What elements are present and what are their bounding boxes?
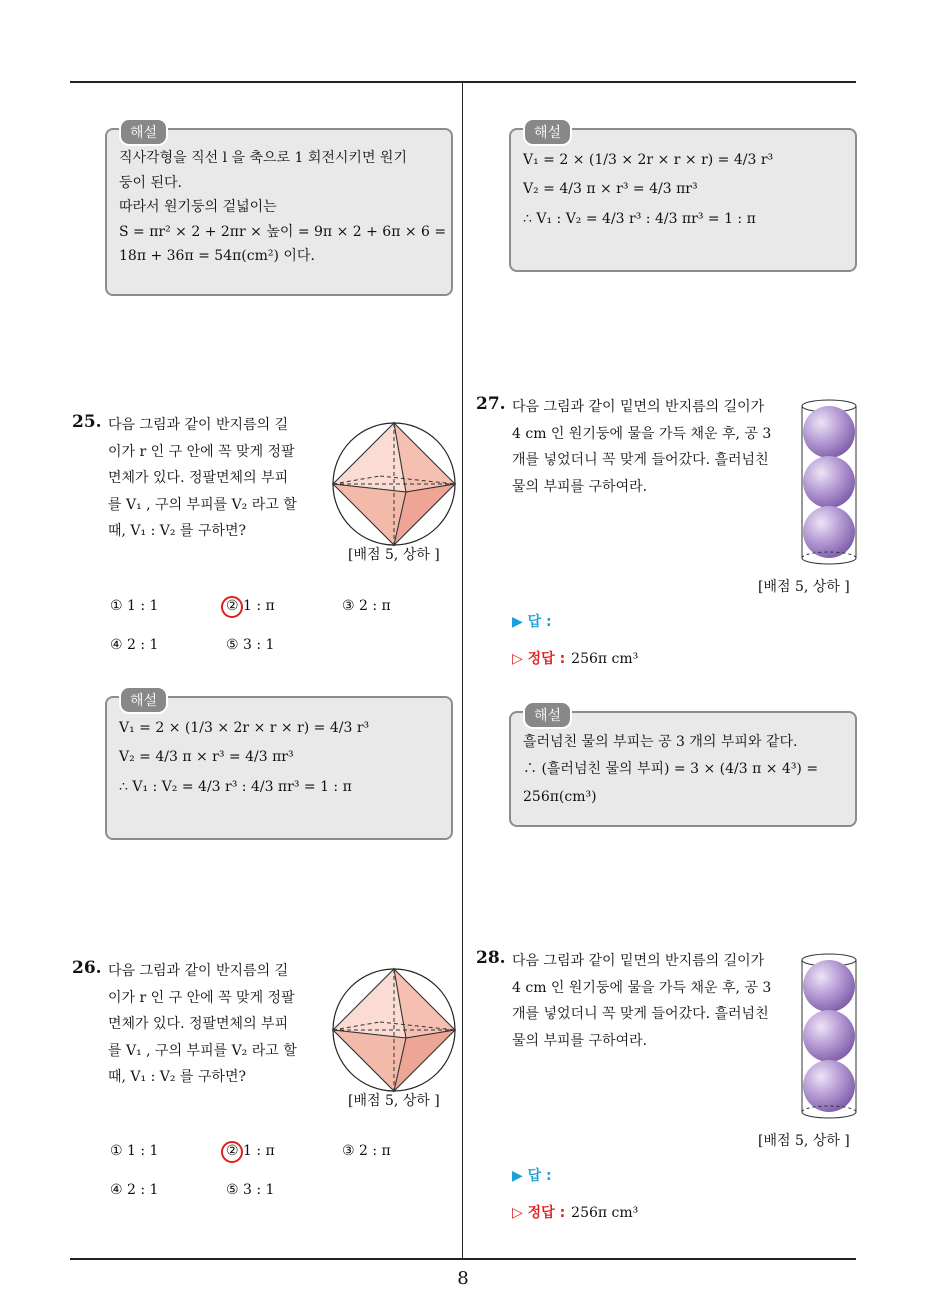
question-28	[476, 948, 786, 1058]
solution-line: S = πr² × 2 + 2πr × 높이 = 9π × 2 + 6π × 6 =	[119, 223, 447, 240]
score-label: [배점 5, 상하 ]	[758, 1133, 850, 1149]
solution-line: 흘러넘친 물의 부피는 공 3 개의 부피와 같다.	[523, 734, 798, 750]
answer-input-row[interactable]	[512, 1165, 552, 1185]
question-text-line: 면체가 있다. 정팔면체의 부피	[108, 470, 289, 487]
solution-line: ∴ V₁ : V₂ = 4/3 r³ : 4/3 πr³ = 1 : π	[119, 778, 352, 795]
question-text-line: 이가 r 인 구 안에 꼭 맞게 정팔	[108, 989, 295, 1006]
answer-label: ▶ 답 :	[512, 614, 552, 630]
choice-5[interactable]: ⑤ 3 : 1	[226, 637, 275, 653]
question-number: 25.	[72, 412, 102, 432]
solution-box-26	[509, 125, 857, 272]
question-text	[512, 948, 771, 1054]
solution-line: 18π + 36π = 54π(cm²) 이다.	[119, 248, 315, 264]
solution-body	[511, 713, 855, 821]
question-text-line: 면체가 있다. 정팔면체의 부피	[108, 1016, 289, 1033]
solution-line: ∴ (흘러넘친 물의 부피) = 3 × (4/3 π × 4³) =	[523, 761, 819, 778]
correct-answer-label: ▷ 정답 :	[512, 651, 566, 667]
question-text-line: 를 V₁ , 구의 부피를 V₂ 라고 할	[108, 1042, 297, 1059]
question-text-line: 이가 r 인 구 안에 꼭 맞게 정팔	[108, 443, 295, 460]
octahedron-in-sphere-figure	[330, 966, 458, 1094]
column-divider	[462, 83, 463, 1258]
answer-input-row[interactable]	[512, 611, 552, 631]
correct-answer-value: 256π cm³	[571, 651, 639, 667]
solution-line: V₁ = 2 × (1/3 × 2r × r × r) = 4/3 r³	[523, 152, 774, 168]
correct-answer-row	[512, 1202, 638, 1222]
score-label: [배점 5, 상하 ]	[348, 1093, 440, 1109]
choice-2[interactable]: ② 1 : π	[226, 1143, 275, 1159]
question-text-line: 개를 넣었더니 꼭 맞게 들어갔다. 흘러넘친	[512, 1006, 769, 1023]
solution-line: V₁ = 2 × (1/3 × 2r × r × r) = 4/3 r³	[119, 720, 370, 736]
choice-5[interactable]: ⑤ 3 : 1	[226, 1182, 275, 1198]
question-text-line: 다음 그림과 같이 밑면의 반지름의 길이가	[512, 399, 765, 415]
question-27	[476, 394, 786, 504]
solution-line: 따라서 원기둥의 겉넓이는	[119, 199, 277, 215]
solution-line: 둥이 된다.	[119, 174, 182, 191]
solution-tag: 해설	[523, 701, 572, 729]
solution-body	[107, 698, 451, 812]
correct-answer-label: ▷ 정답 :	[512, 1205, 566, 1221]
question-text-line: 물의 부피를 구하여라.	[512, 478, 648, 495]
choice-2[interactable]: ② 1 : π	[226, 598, 275, 614]
question-number: 26.	[72, 958, 102, 978]
question-number: 27.	[476, 394, 506, 414]
question-text-line: 다음 그림과 같이 반지름의 길	[108, 417, 289, 433]
cylinder-with-balls-figure	[796, 950, 862, 1126]
score-label: [배점 5, 상하 ]	[758, 579, 850, 595]
question-text-line: 4 cm 인 원기둥에 물을 가득 채운 후, 공 3	[512, 979, 772, 996]
question-text-line: 때, V₁ : V₂ 를 구하면?	[108, 1069, 246, 1086]
solution-line: V₂ = 4/3 π × r³ = 4/3 πr³	[523, 181, 698, 198]
bottom-rule	[70, 1258, 856, 1260]
octahedron-in-sphere-figure	[330, 420, 458, 548]
solution-line: 직사각형을 직선 l 을 축으로 1 회전시키면 원기	[119, 150, 407, 166]
choice-1[interactable]: ① 1 : 1	[110, 598, 159, 614]
solution-body	[511, 130, 855, 244]
question-text-line: 다음 그림과 같이 밑면의 반지름의 길이가	[512, 953, 765, 969]
score-label: [배점 5, 상하 ]	[348, 547, 440, 563]
question-text	[108, 412, 297, 545]
correct-answer-row	[512, 648, 638, 668]
solution-line: V₂ = 4/3 π × r³ = 4/3 πr³	[119, 749, 294, 766]
choice-4[interactable]: ④ 2 : 1	[110, 637, 159, 653]
choice-3[interactable]: ③ 2 : π	[342, 1143, 391, 1159]
solution-box-27	[509, 708, 857, 827]
page-number: 8	[457, 1268, 469, 1289]
solution-tag: 해설	[523, 118, 572, 146]
choice-1[interactable]: ① 1 : 1	[110, 1143, 159, 1159]
solution-line: 256π(cm³)	[523, 788, 597, 805]
choice-4[interactable]: ④ 2 : 1	[110, 1182, 159, 1198]
question-text-line: 때, V₁ : V₂ 를 구하면?	[108, 523, 246, 540]
solution-box-24	[105, 125, 453, 296]
question-text-line: 개를 넣었더니 꼭 맞게 들어갔다. 흘러넘친	[512, 452, 769, 469]
question-text	[512, 394, 771, 500]
solution-box-25	[105, 693, 453, 840]
correct-answer-value: 256π cm³	[571, 1205, 639, 1221]
question-text-line: 4 cm 인 원기둥에 물을 가득 채운 후, 공 3	[512, 425, 772, 442]
question-text-line: 다음 그림과 같이 반지름의 길	[108, 963, 289, 979]
top-rule	[70, 81, 856, 83]
solution-line: ∴ V₁ : V₂ = 4/3 r³ : 4/3 πr³ = 1 : π	[523, 210, 756, 227]
question-text	[108, 958, 297, 1091]
cylinder-with-balls-figure	[796, 396, 862, 572]
question-text-line: 물의 부피를 구하여라.	[512, 1032, 648, 1049]
solution-tag: 해설	[119, 686, 168, 714]
solution-tag: 해설	[119, 118, 168, 146]
answer-label: ▶ 답 :	[512, 1168, 552, 1184]
question-text-line: 를 V₁ , 구의 부피를 V₂ 라고 할	[108, 496, 297, 513]
choice-3[interactable]: ③ 2 : π	[342, 598, 391, 614]
question-number: 28.	[476, 948, 506, 968]
solution-body	[107, 130, 451, 279]
